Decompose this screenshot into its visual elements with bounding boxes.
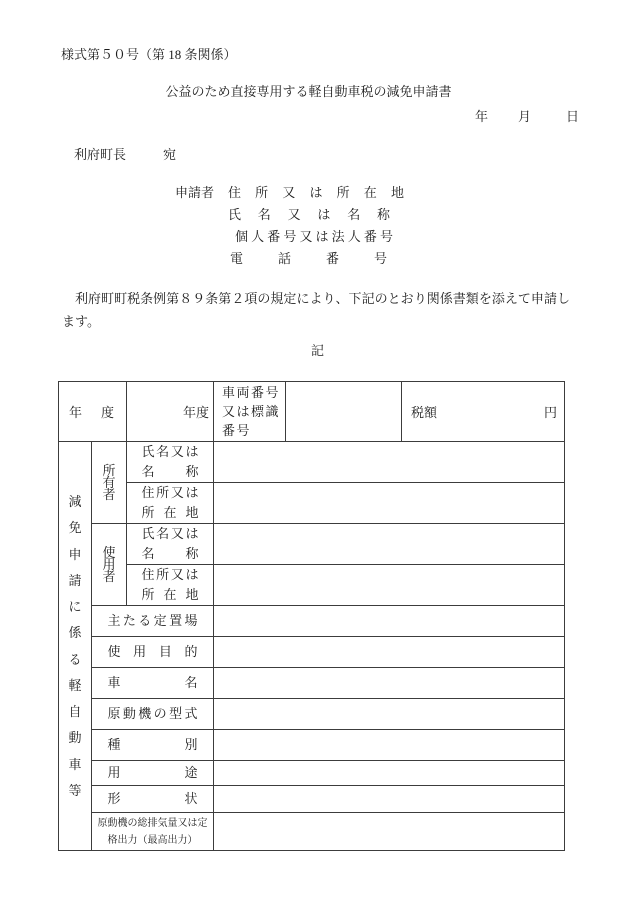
application-table [58,381,565,851]
kind-value-cell [214,730,565,761]
fiscal-year-label: 年 度 [69,405,114,420]
car-name-row [59,668,565,699]
applicant-address-label: 住 所 又 は 所 在 地 [228,185,404,200]
vehicle-number-label: 車両番号又は標識番号 [222,385,281,438]
displacement-label: 原動機の総排気量又は定格出力（最高出力） [97,817,208,846]
yen-label: 円 [543,405,557,420]
date-year-label: 年 [474,109,488,124]
header-fiscal-year-cell [59,382,127,442]
date-month-label: 月 [517,109,531,124]
engine-model-label-cell [92,699,214,730]
engine-model-value-cell [214,699,565,730]
owner-address-label-line2: 所 在 地 [141,505,199,520]
owner-name-label-line2: 名 称 [141,464,199,479]
shape-row [59,786,565,813]
owner-cell [92,442,127,524]
user-name-label-line1: 氏 名 又 は [141,526,199,541]
car-name-label-cell [92,668,214,699]
use-label: 用 途 [107,765,198,780]
header-row [59,382,565,442]
fiscal-year-value: 年度 [182,405,209,420]
shape-label: 形 状 [107,791,198,806]
addressee-line [74,148,176,162]
header-vehicle-number-cell [214,382,286,442]
shape-value-cell [214,786,565,813]
kind-label: 種 別 [107,737,198,752]
page-title: 公益のため直接専用する軽自動車税の減免申請書 [165,84,452,99]
car-name-value-cell [214,668,565,699]
shape-label-cell [92,786,214,813]
applicant-number-label: 個 人 番 号 又 は 法 人 番 号 [235,229,393,244]
owner-address-label-cell [127,483,214,524]
applicant-fields [228,186,404,274]
side-label: 減 免 申 請 に 係 る 軽 自 動 車 等 [68,494,82,798]
user-address-label-line1: 住 所 又 は [141,567,199,582]
header-vehicle-number-value-cell [286,382,402,442]
body-paragraph: 利府町町税条例第８９条第２項の規定により、下記のとおり関係書類を添えて申請します。 [62,291,570,329]
user-address-label-line2: 所 在 地 [141,587,199,602]
tax-label: 税額 [411,405,438,420]
kind-label-cell [92,730,214,761]
addressee-name: 利府町長 [74,147,127,162]
engine-model-label: 原 動 機 の 型 式 [107,706,198,721]
displacement-label-cell [92,813,214,851]
base-location-row [59,606,565,637]
user-address-value-cell [214,565,565,606]
base-location-label: 主 た る 定 置 場 [107,613,198,628]
base-location-label-cell [92,606,214,637]
header-fiscal-year-value-cell [127,382,214,442]
owner-address-row [59,483,565,524]
date-line [475,110,579,124]
date-day-label: 日 [565,109,579,124]
header-tax-cell [402,382,565,442]
user-name-label-cell [127,524,214,565]
user-address-label-cell [127,565,214,606]
owner-name-label-line1: 氏 名 又 は [141,444,199,459]
use-value-cell [214,761,565,786]
purpose-value-cell [214,637,565,668]
user-label: 使 用 者 [102,544,116,584]
displacement-value-cell [214,813,565,851]
applicant-block [175,186,404,274]
owner-address-label-line1: 住 所 又 は [141,485,199,500]
applicant-phone-label: 電 話 番 号 [230,251,387,266]
addressee-suffix: 宛 [163,147,177,162]
owner-label: 所 有 者 [102,462,116,502]
engine-model-row [59,699,565,730]
user-name-value-cell [214,524,565,565]
owner-name-value-cell [214,442,565,483]
note-mark: 記 [310,343,324,358]
use-label-cell [92,761,214,786]
user-cell [92,524,127,606]
purpose-row [59,637,565,668]
applicant-label: 申請者 [175,185,215,200]
owner-name-row [59,442,565,483]
purpose-label: 使 用 目 的 [107,644,198,659]
form-number: 様式第５０号（第 18 条関係） [61,47,237,62]
user-name-label-line2: 名 称 [141,546,199,561]
side-label-cell [59,442,92,851]
base-location-value-cell [214,606,565,637]
kind-row [59,730,565,761]
owner-address-value-cell [214,483,565,524]
user-name-row [59,524,565,565]
use-row [59,761,565,786]
user-address-row [59,565,565,606]
car-name-label: 車 名 [107,675,198,690]
applicant-name-label: 氏 名 又 は 名 称 [228,207,390,222]
displacement-row [59,813,565,851]
purpose-label-cell [92,637,214,668]
application-table-wrap [58,381,565,851]
owner-name-label-cell [127,442,214,483]
